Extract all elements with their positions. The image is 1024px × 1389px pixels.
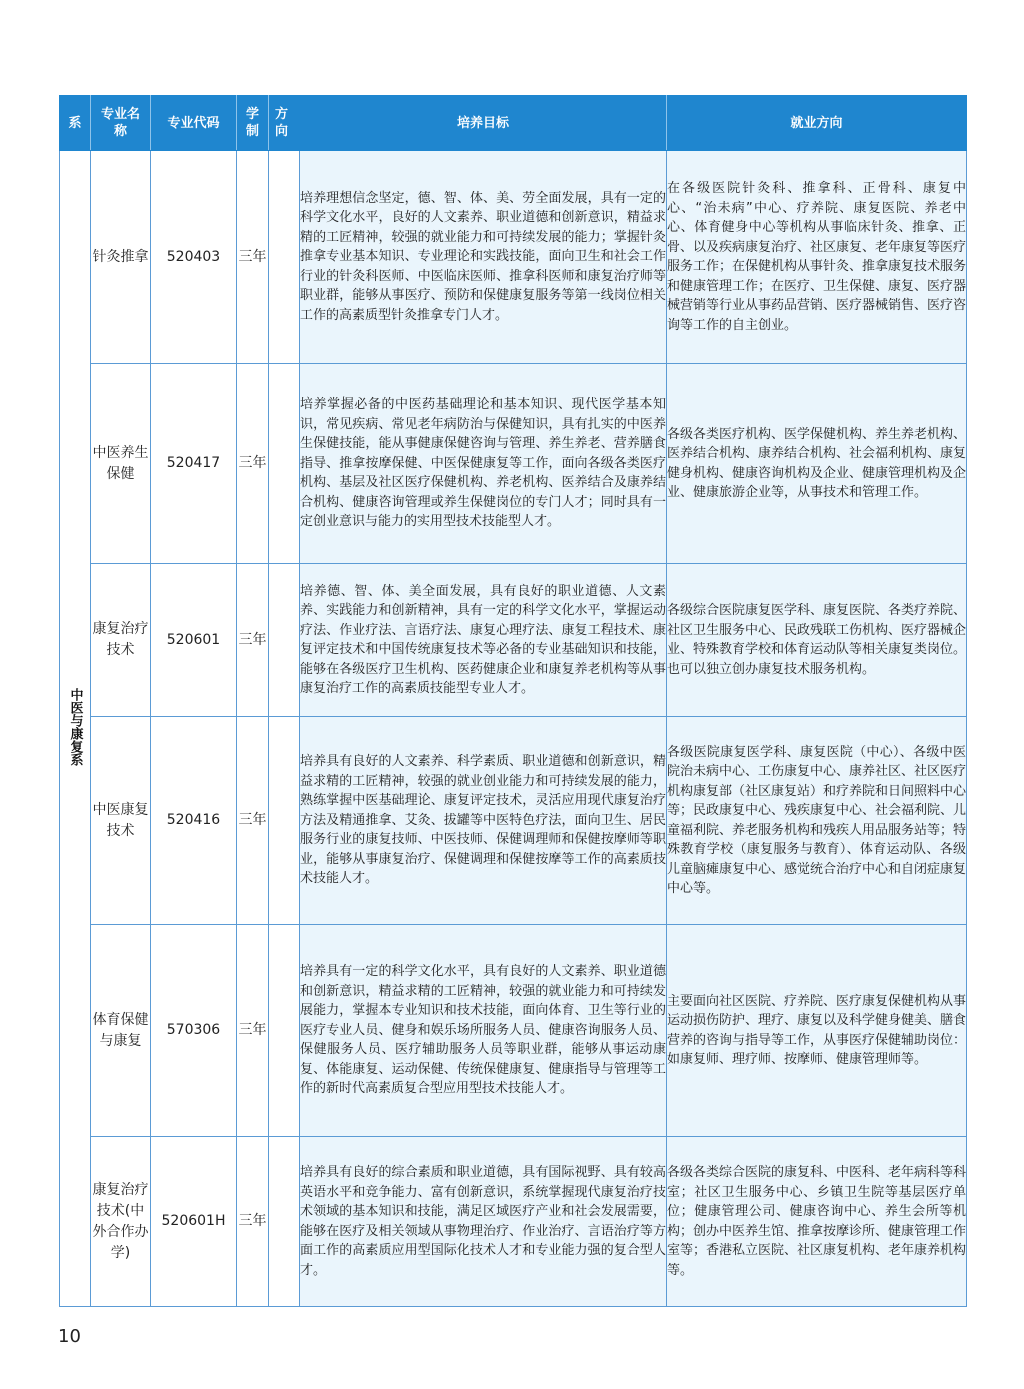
- table-row: [60, 717, 967, 925]
- header-years: 学制: [237, 96, 269, 151]
- table-header-row: [60, 96, 967, 151]
- direction-cell: [269, 1137, 300, 1307]
- table-row: [60, 1137, 967, 1307]
- major-name: 康复治疗技术: [91, 564, 151, 717]
- major-code: 520416: [151, 717, 237, 925]
- header-direction: 方向: [269, 96, 300, 151]
- major-name: 针灸推拿: [91, 151, 151, 364]
- career-direction: 各级各类综合医院的康复科、中医科、老年病科等科室；社区卫生服务中心、乡镇卫生院等基层医疗单位；健康管理公司、健康咨询中心、养生会所等机构；创办中医养生馆、推拿按摩诊所、健康管理工作室等；香港私立医院、社区康复机构、老年康养机构等。: [667, 1137, 967, 1307]
- header-career: 就业方向: [667, 96, 967, 151]
- training-goal: 培养具有良好的人文素养、科学素质、职业道德和创新意识，精益求精的工匠精神，较强的就业创业能力和可持续发展的能力，熟练掌握中医基础理论、康复评定技术，灵活应用现代康复治疗方法及精通推拿、艾灸、拔罐等中医特色疗法，面向卫生、居民服务行业的康复技师、中医技师、保健调理师和保健按摩师等职业，能够从事康复治疗、保健调理和保健按摩等工作的高素质技术技能人才。: [300, 717, 667, 925]
- study-years: 三年: [237, 925, 269, 1137]
- header-name: 专业名称: [91, 96, 151, 151]
- training-goal: 培养掌握必备的中医药基础理论和基本知识、现代医学基本知识，常见疾病、常见老年病防治与保健知识，具有扎实的中医养生保健技能，能从事健康保健咨询与管理、养生养老、营养膳食指导、推拿按摩保健、中医保健康复等工作，面向各级各类医疗机构、基层及社区医疗保健机构、养老机构、医养结合及康养结合机构、健康咨询管理或养生保健岗位的专门人才；同时具有一定创业意识与能力的实用型技术技能型人才。: [300, 364, 667, 564]
- direction-cell: [269, 151, 300, 364]
- department-name: 中医与康复系: [67, 687, 83, 766]
- table-row: [60, 364, 967, 564]
- header-dept: 系: [60, 96, 91, 151]
- career-direction: 各级各类医疗机构、医学保健机构、养生养老机构、医养结合机构、康养结合机构、社会福利机构、康复健身机构、健康咨询机构及企业、健康管理机构及企业、健康旅游企业等，从事技术和管理工作。: [667, 364, 967, 564]
- major-name: 康复治疗技术(中外合作办学): [91, 1137, 151, 1307]
- study-years: 三年: [237, 151, 269, 364]
- study-years: 三年: [237, 364, 269, 564]
- career-direction: 各级医院康复医学科、康复医院（中心）、各级中医院治未病中心、工伤康复中心、康养社区、社区医疗机构康复部（社区康复站）和疗养院和日间照料中心等；民政康复中心、残疾康复中心、社会福利院、儿童福利院、养老服务机构和残疾人用品服务站等；特殊教育学校（康复服务与教育）、体育运动队、各级儿童脑瘫康复中心、感觉统合治疗中心和自闭症康复中心等。: [667, 717, 967, 925]
- major-name: 体育保健与康复: [91, 925, 151, 1137]
- major-code: 570306: [151, 925, 237, 1137]
- major-code: 520417: [151, 364, 237, 564]
- program-table: [59, 95, 967, 1307]
- training-goal: 培养具有一定的科学文化水平，具有良好的人文素养、职业道德和创新意识，精益求精的工匠精神，较强的就业能力和可持续发展能力，掌握本专业知识和技术技能，面向体育、卫生等行业的医疗专业人员、健身和娱乐场所服务人员、健康咨询服务人员、保健服务人员、医疗辅助服务人员等职业群，能够从事运动康复、体能康复、运动保健、传统保健康复、健康指导与管理等工作的新时代高素质复合型应用型技术技能人才。: [300, 925, 667, 1137]
- header-goal: 培养目标: [300, 96, 667, 151]
- page-number: 10: [58, 1326, 81, 1347]
- header-code: 专业代码: [151, 96, 237, 151]
- training-goal: 培养理想信念坚定，德、智、体、美、劳全面发展，具有一定的科学文化水平，良好的人文素养、职业道德和创新意识，精益求精的工匠精神，较强的就业能力和可持续发展的能力；掌握针灸推拿专业基本知识、专业理论和实践技能，面向卫生和社会工作行业的针灸科医师、中医临床医师、推拿科医师和康复治疗师等职业群，能够从事医疗、预防和保健康复服务等第一线岗位相关工作的高素质型针灸推拿专门人才。: [300, 151, 667, 364]
- major-code: 520601H: [151, 1137, 237, 1307]
- major-name: 中医养生保健: [91, 364, 151, 564]
- direction-cell: [269, 564, 300, 717]
- major-code: 520601: [151, 564, 237, 717]
- major-name: 中医康复技术: [91, 717, 151, 925]
- career-direction: 在各级医院针灸科、推拿科、正骨科、康复中心、“治未病”中心、疗养院、康复医院、养老中心、体育健身中心等机构从事临床针灸、推拿、正骨、以及疾病康复治疗、社区康复、老年康复等医疗服务工作；在保健机构从事针灸、推拿康复技术服务和健康管理工作；在医疗、卫生保健、康复、医疗器械营销等行业从事药品营销、医疗器械销售、医疗咨询等工作的自主创业。: [667, 151, 967, 364]
- table-row: [60, 151, 967, 364]
- training-goal: 培养德、智、体、美全面发展，具有良好的职业道德、人文素养、实践能力和创新精神，具有一定的科学文化水平，掌握运动疗法、作业疗法、言语疗法、康复心理疗法、康复工程技术、康复评定技术和中国传统康复技术等必备的专业基础知识和技能，能够在各级医疗卫生机构、医药健康企业和康复养老机构等从事康复治疗工作的高素质技能型专业人才。: [300, 564, 667, 717]
- study-years: 三年: [237, 1137, 269, 1307]
- direction-cell: [269, 717, 300, 925]
- direction-cell: [269, 925, 300, 1137]
- career-direction: 主要面向社区医院、疗养院、医疗康复保健机构从事运动损伤防护、理疗、康复以及科学健身健美、膳食营养的咨询与指导等工作，从事医疗保健辅助岗位：如康复师、理疗师、按摩师、健康管理师等。: [667, 925, 967, 1137]
- table-row: [60, 925, 967, 1137]
- table-row: [60, 564, 967, 717]
- study-years: 三年: [237, 564, 269, 717]
- department-cell: [60, 151, 91, 1307]
- training-goal: 培养具有良好的综合素质和职业道德，具有国际视野、具有较高英语水平和竞争能力、富有创新意识，系统掌握现代康复治疗技术领域的基本知识和技能，满足区域医疗产业和社会发展需要，能够在医疗及相关领域从事物理治疗、作业治疗、言语治疗等方面工作的高素质应用型国际化技术人才和专业能力强的复合型人才。: [300, 1137, 667, 1307]
- career-direction: 各级综合医院康复医学科、康复医院、各类疗养院、社区卫生服务中心、民政残联工伤机构、医疗器械企业、特殊教育学校和体育运动队等相关康复类岗位。也可以独立创办康复技术服务机构。: [667, 564, 967, 717]
- study-years: 三年: [237, 717, 269, 925]
- direction-cell: [269, 364, 300, 564]
- major-code: 520403: [151, 151, 237, 364]
